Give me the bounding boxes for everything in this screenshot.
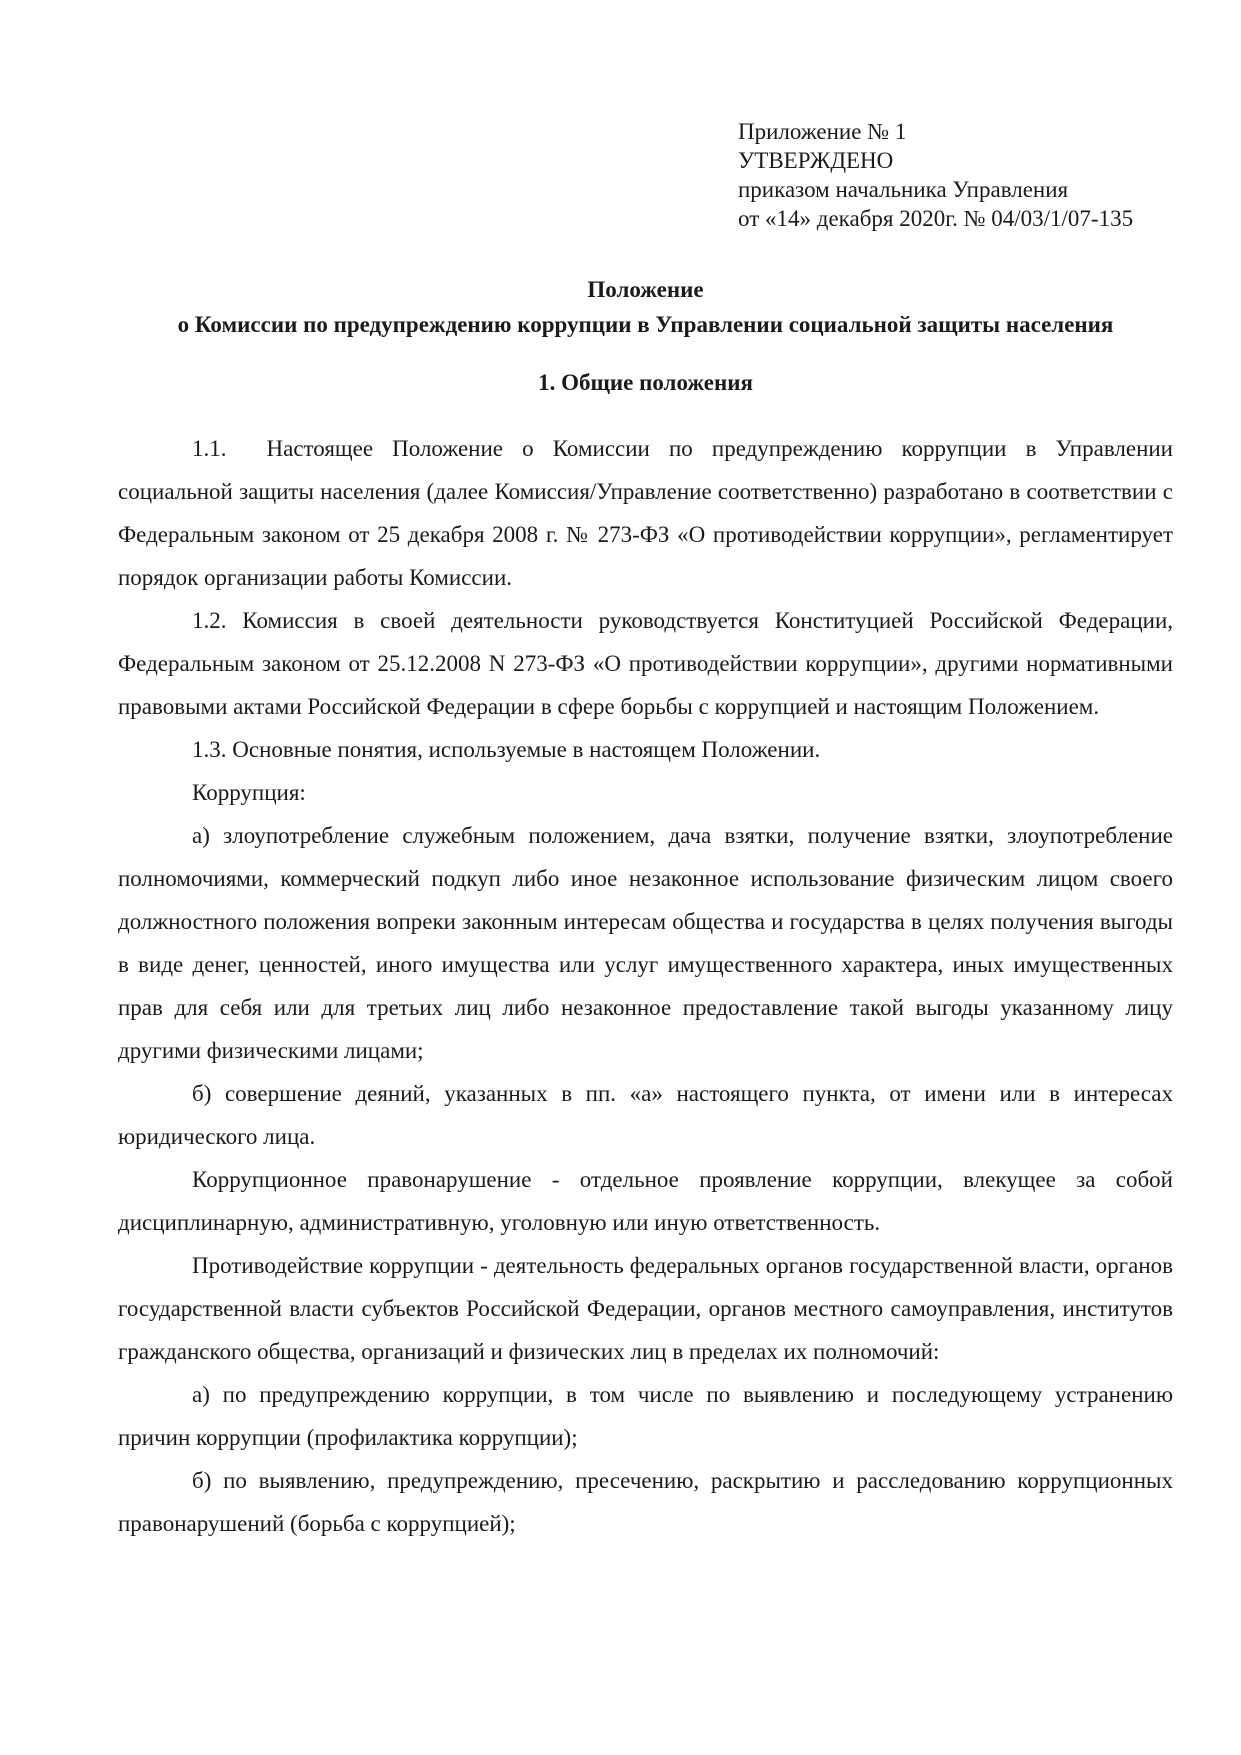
paragraph-1-2: 1.2. Комиссия в своей деятельности руководствуется Конституцией Российской Федерации, Федеральным законом от 25.12.2008 N 273-ФЗ «О противодействии коррупции», другими нормативными правовыми актами Российской Федерации в сфере борьбы с коррупцией и настоящим Положением. — [118, 608, 1173, 719]
approval-stamp-block — [738, 117, 1133, 233]
paragraph-1-1 — [118, 427, 1173, 599]
paragraph-text: Настоящее Положение о Комиссии по предупреждению коррупции в Управлении социальной защиты населения (далее Комиссия/Управление соответственно) разработано в соответствии с Федеральным законом от 25 декабря 2008 г. № 273-ФЗ «О противодействии коррупции», регламентирует порядок организации работы Комиссии. — [118, 436, 1173, 590]
corruption-item-b: б) совершение деяний, указанных в пп. «а» настоящего пункта, от имени или в интересах юридического лица. — [118, 1081, 1173, 1149]
title-line-2: о Комиссии по предупреждению коррупции в Управлении социальной защиты населения — [177, 312, 1114, 337]
corruption-item-a: а) злоупотребление служебным положением, дача взятки, получение взятки, злоупотребление полномочиями, коммерческий подкуп либо иное незаконное использование физическим лицом своего должностного положения вопреки законным интересам общества и государства в целях получения выгоды в виде денег, ценностей, иного имущества или услуг имущественного характера, иных имущественных прав для себя или для третьих лиц либо незаконное предоставление такой выгоды указанному лицу другими физическими лицами; — [118, 823, 1173, 1063]
anti-corruption-item-a: а) по предупреждению коррупции, в том числе по выявлению и последующему устранению причин коррупции (профилактика коррупции); — [118, 1382, 1173, 1450]
order-date-number: от «14» декабря 2020г. № 04/03/1/07-135 — [738, 206, 1134, 231]
document-body — [118, 427, 1173, 1545]
term-corruption: Коррупция: — [192, 780, 306, 805]
paragraph-number: 1.1. — [192, 436, 227, 461]
document-title — [118, 272, 1173, 342]
anti-corruption-item-b: б) по выявлению, предупреждению, пресечению, раскрытию и расследованию коррупционных правонарушений (борьба с коррупцией); — [118, 1468, 1173, 1536]
approved-by: приказом начальника Управления — [738, 177, 1069, 202]
term-corruption-offense: Коррупционное правонарушение - отдельное проявление коррупции, влекущее за собой дисциплинарную, административную, уголовную или иную ответственность. — [118, 1167, 1173, 1235]
paragraph-1-3: 1.3. Основные понятия, используемые в настоящем Положении. — [192, 737, 821, 762]
approved-label: УТВЕРЖДЕНО — [738, 148, 894, 173]
appendix-number: Приложение № 1 — [738, 119, 907, 144]
section-heading: 1. Общие положения — [538, 370, 753, 395]
term-anti-corruption: Противодействие коррупции - деятельность федеральных органов государственной власти, органов государственной власти субъектов Российской Федерации, органов местного самоуправления, институтов гражданского общества, организаций и физических лиц в пределах их полномочий: — [118, 1253, 1173, 1364]
title-line-1: Положение — [587, 277, 704, 302]
